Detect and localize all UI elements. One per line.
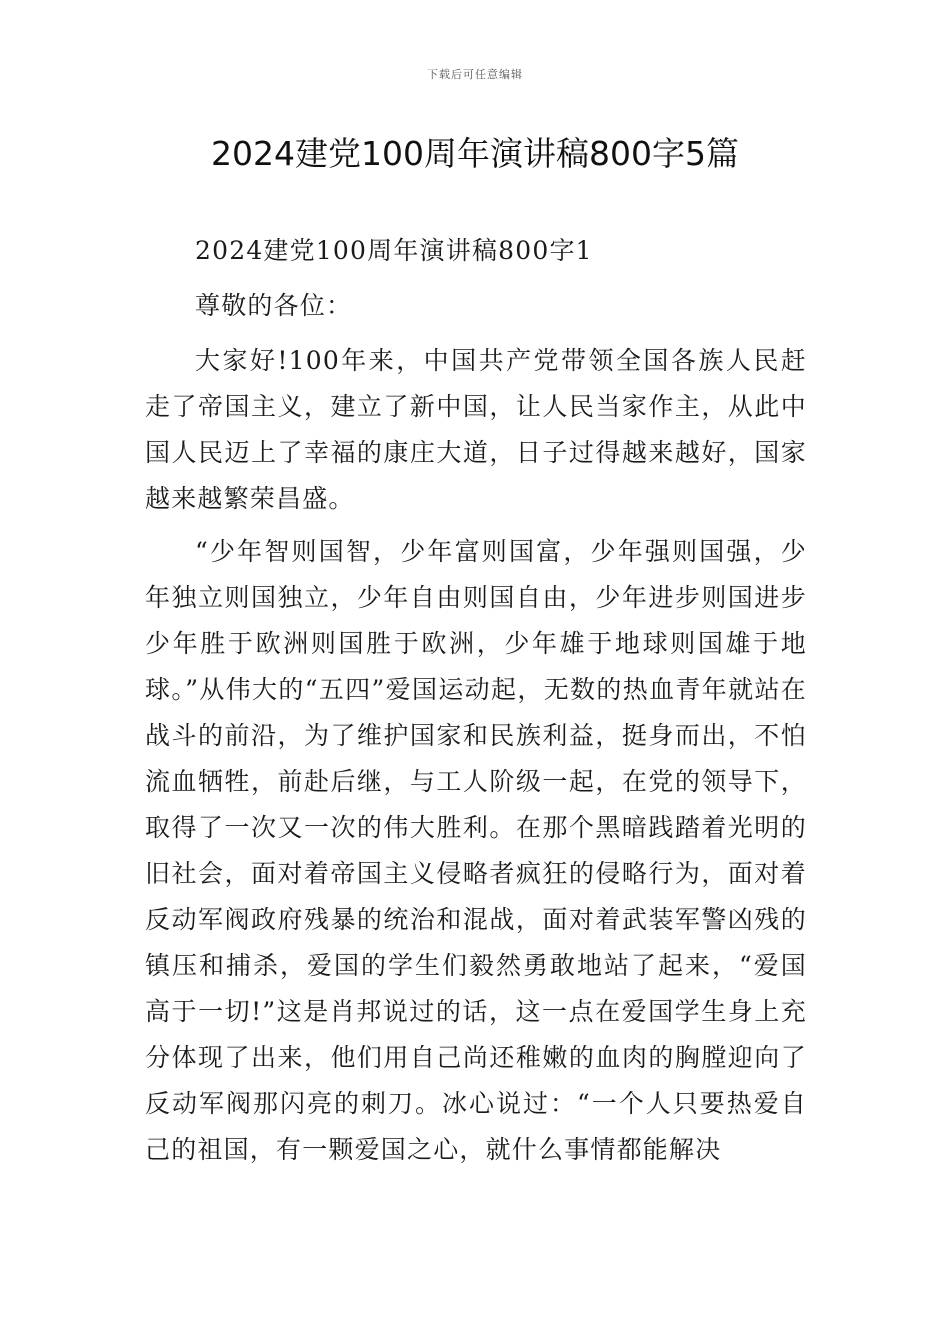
section-heading: 2024建党100周年演讲稿800字1 — [195, 236, 593, 265]
document-body — [145, 228, 807, 1180]
greeting: 尊敬的各位： — [195, 291, 353, 320]
paragraph-1: 大家好!100年来，中国共产党带领全国各族人民赶走了帝国主义，建立了新中国，让人民当家作主，从此中国人民迈上了幸福的康庄大道，日子过得越来越好，国家越来越繁荣昌盛。 — [145, 346, 807, 513]
document-title: 2024建党100周年演讲稿800字5篇 — [211, 134, 739, 173]
header-watermark: 下载后可任意编辑 — [427, 68, 523, 81]
paragraph-2: “少年智则国智，少年富则国富，少年强则国强，少年独立则国独立，少年自由则国自由，少年进步则国进步少年胜于欧洲则国胜于欧洲，少年雄于地球则国雄于地球。”从伟大的“五四”爱国运动起，无数的热血青年就站在战斗的前沿，为了维护国家和民族利益，挺身而出，不怕流血牺牲，前赴后继，与工人阶级一起，在党的领导下，取得了一次又一次的伟大胜利。在那个黑暗践踏着光明的旧社会，面对着帝国主义侵略者疯狂的侵略行为，面对着反动军阀政府残暴的统治和混战，面对着武装军警凶残的镇压和捕杀，爱国的学生们毅然勇敢地站了起来，“爱国高于一切!”这是肖邦说过的话，这一点在爱国学生身上充分体现了出来，他们用自己尚还稚嫩的血肉的胸膛迎向了反动军阀那闪亮的刺刀。冰心说过：“一个人只要热爱自己的祖国，有一颗爱国之心，就什么事情都能解决 — [145, 537, 807, 1164]
